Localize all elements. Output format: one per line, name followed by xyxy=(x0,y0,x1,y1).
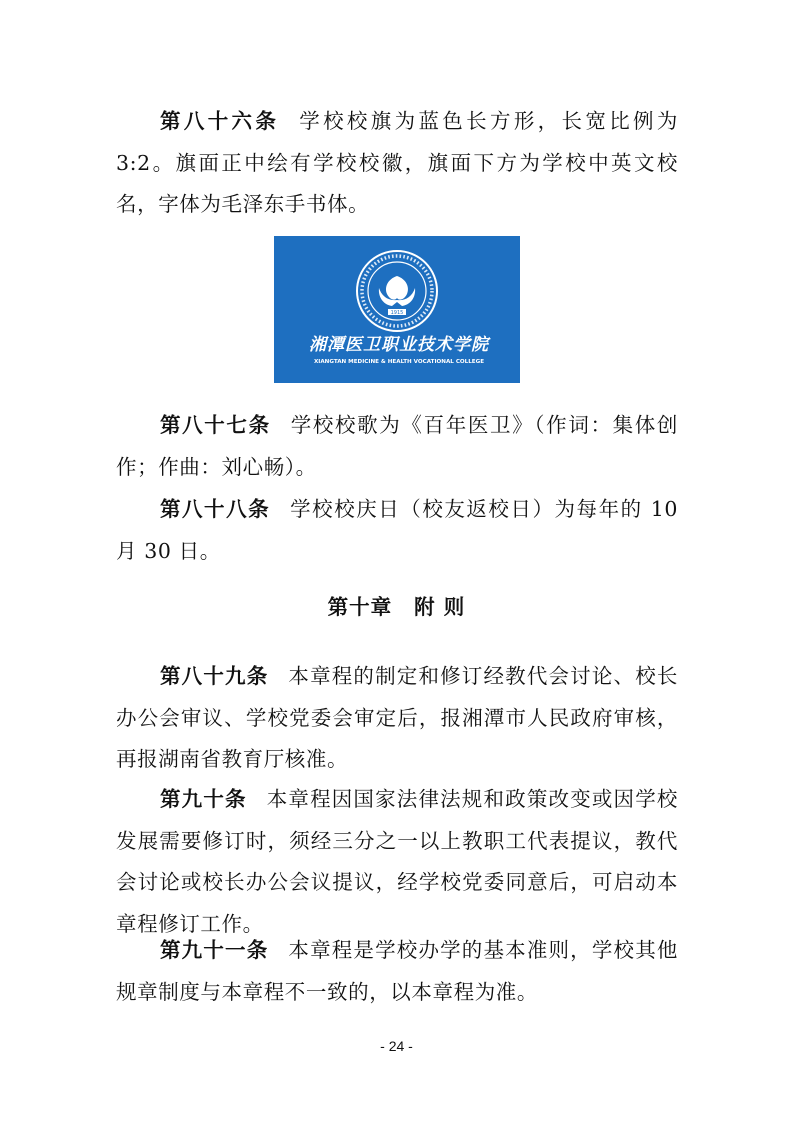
school-flag-image xyxy=(274,236,520,383)
article-87-text: 学校校歌为《百年医卫》（作词：集体创作；作曲：刘心畅）。 xyxy=(116,413,678,479)
article-91 xyxy=(116,930,678,1013)
article-87-label: 第八十七条 xyxy=(160,413,271,437)
article-91-text: 本章程是学校办学的基本准则，学校其他规章制度与本章程不一致的，以本章程为准。 xyxy=(116,938,678,1004)
article-88-label: 第八十八条 xyxy=(160,497,271,521)
article-90-label: 第九十条 xyxy=(160,787,247,811)
article-90 xyxy=(116,779,678,945)
article-91-label: 第九十一条 xyxy=(160,938,269,962)
emblem-flame-icon xyxy=(386,276,408,300)
article-89-text: 本章程的制定和修订经教代会讨论、校长办公会审议、学校党委会审定后，报湘潭市人民政府审核，再报湖南省教育厅核准。 xyxy=(116,664,678,771)
chapter-number: 第十章 xyxy=(327,595,393,619)
article-86 xyxy=(116,101,678,226)
chapter-title: 附 则 xyxy=(414,595,466,619)
article-88 xyxy=(116,489,678,572)
flag-school-name-en: XIANGTAN MEDICINE & HEALTH VOCATIONAL COLLEGE xyxy=(313,359,485,365)
article-86-label: 第八十六条 xyxy=(160,109,280,133)
article-89 xyxy=(116,656,678,781)
article-88-text: 学校校庆日（校友返校日）为每年的 10 月 30 日。 xyxy=(116,497,678,563)
article-89-label: 第八十九条 xyxy=(160,664,269,688)
flag-school-name-cn: 湘潭医卫职业技术学院 xyxy=(309,335,489,355)
emblem-founding-year: 1915 xyxy=(390,310,404,316)
page-number: - 24 - xyxy=(380,1038,413,1054)
article-86-text: 学校校旗为蓝色长方形，长宽比例为 3:2。旗面正中绘有学校校徽，旗面下方为学校中英文校名，字体为毛泽东手书体。 xyxy=(116,109,679,216)
article-90-text: 本章程因国家法律法规和政策改变或因学校发展需要修订时，须经三分之一以上教职工代表提议，教代会讨论或校长办公会议提议，经学校党委同意后，可启动本章程修订工作。 xyxy=(116,787,678,936)
chapter-heading xyxy=(0,590,793,620)
school-flag-graphic xyxy=(274,236,520,383)
article-87 xyxy=(116,405,678,488)
